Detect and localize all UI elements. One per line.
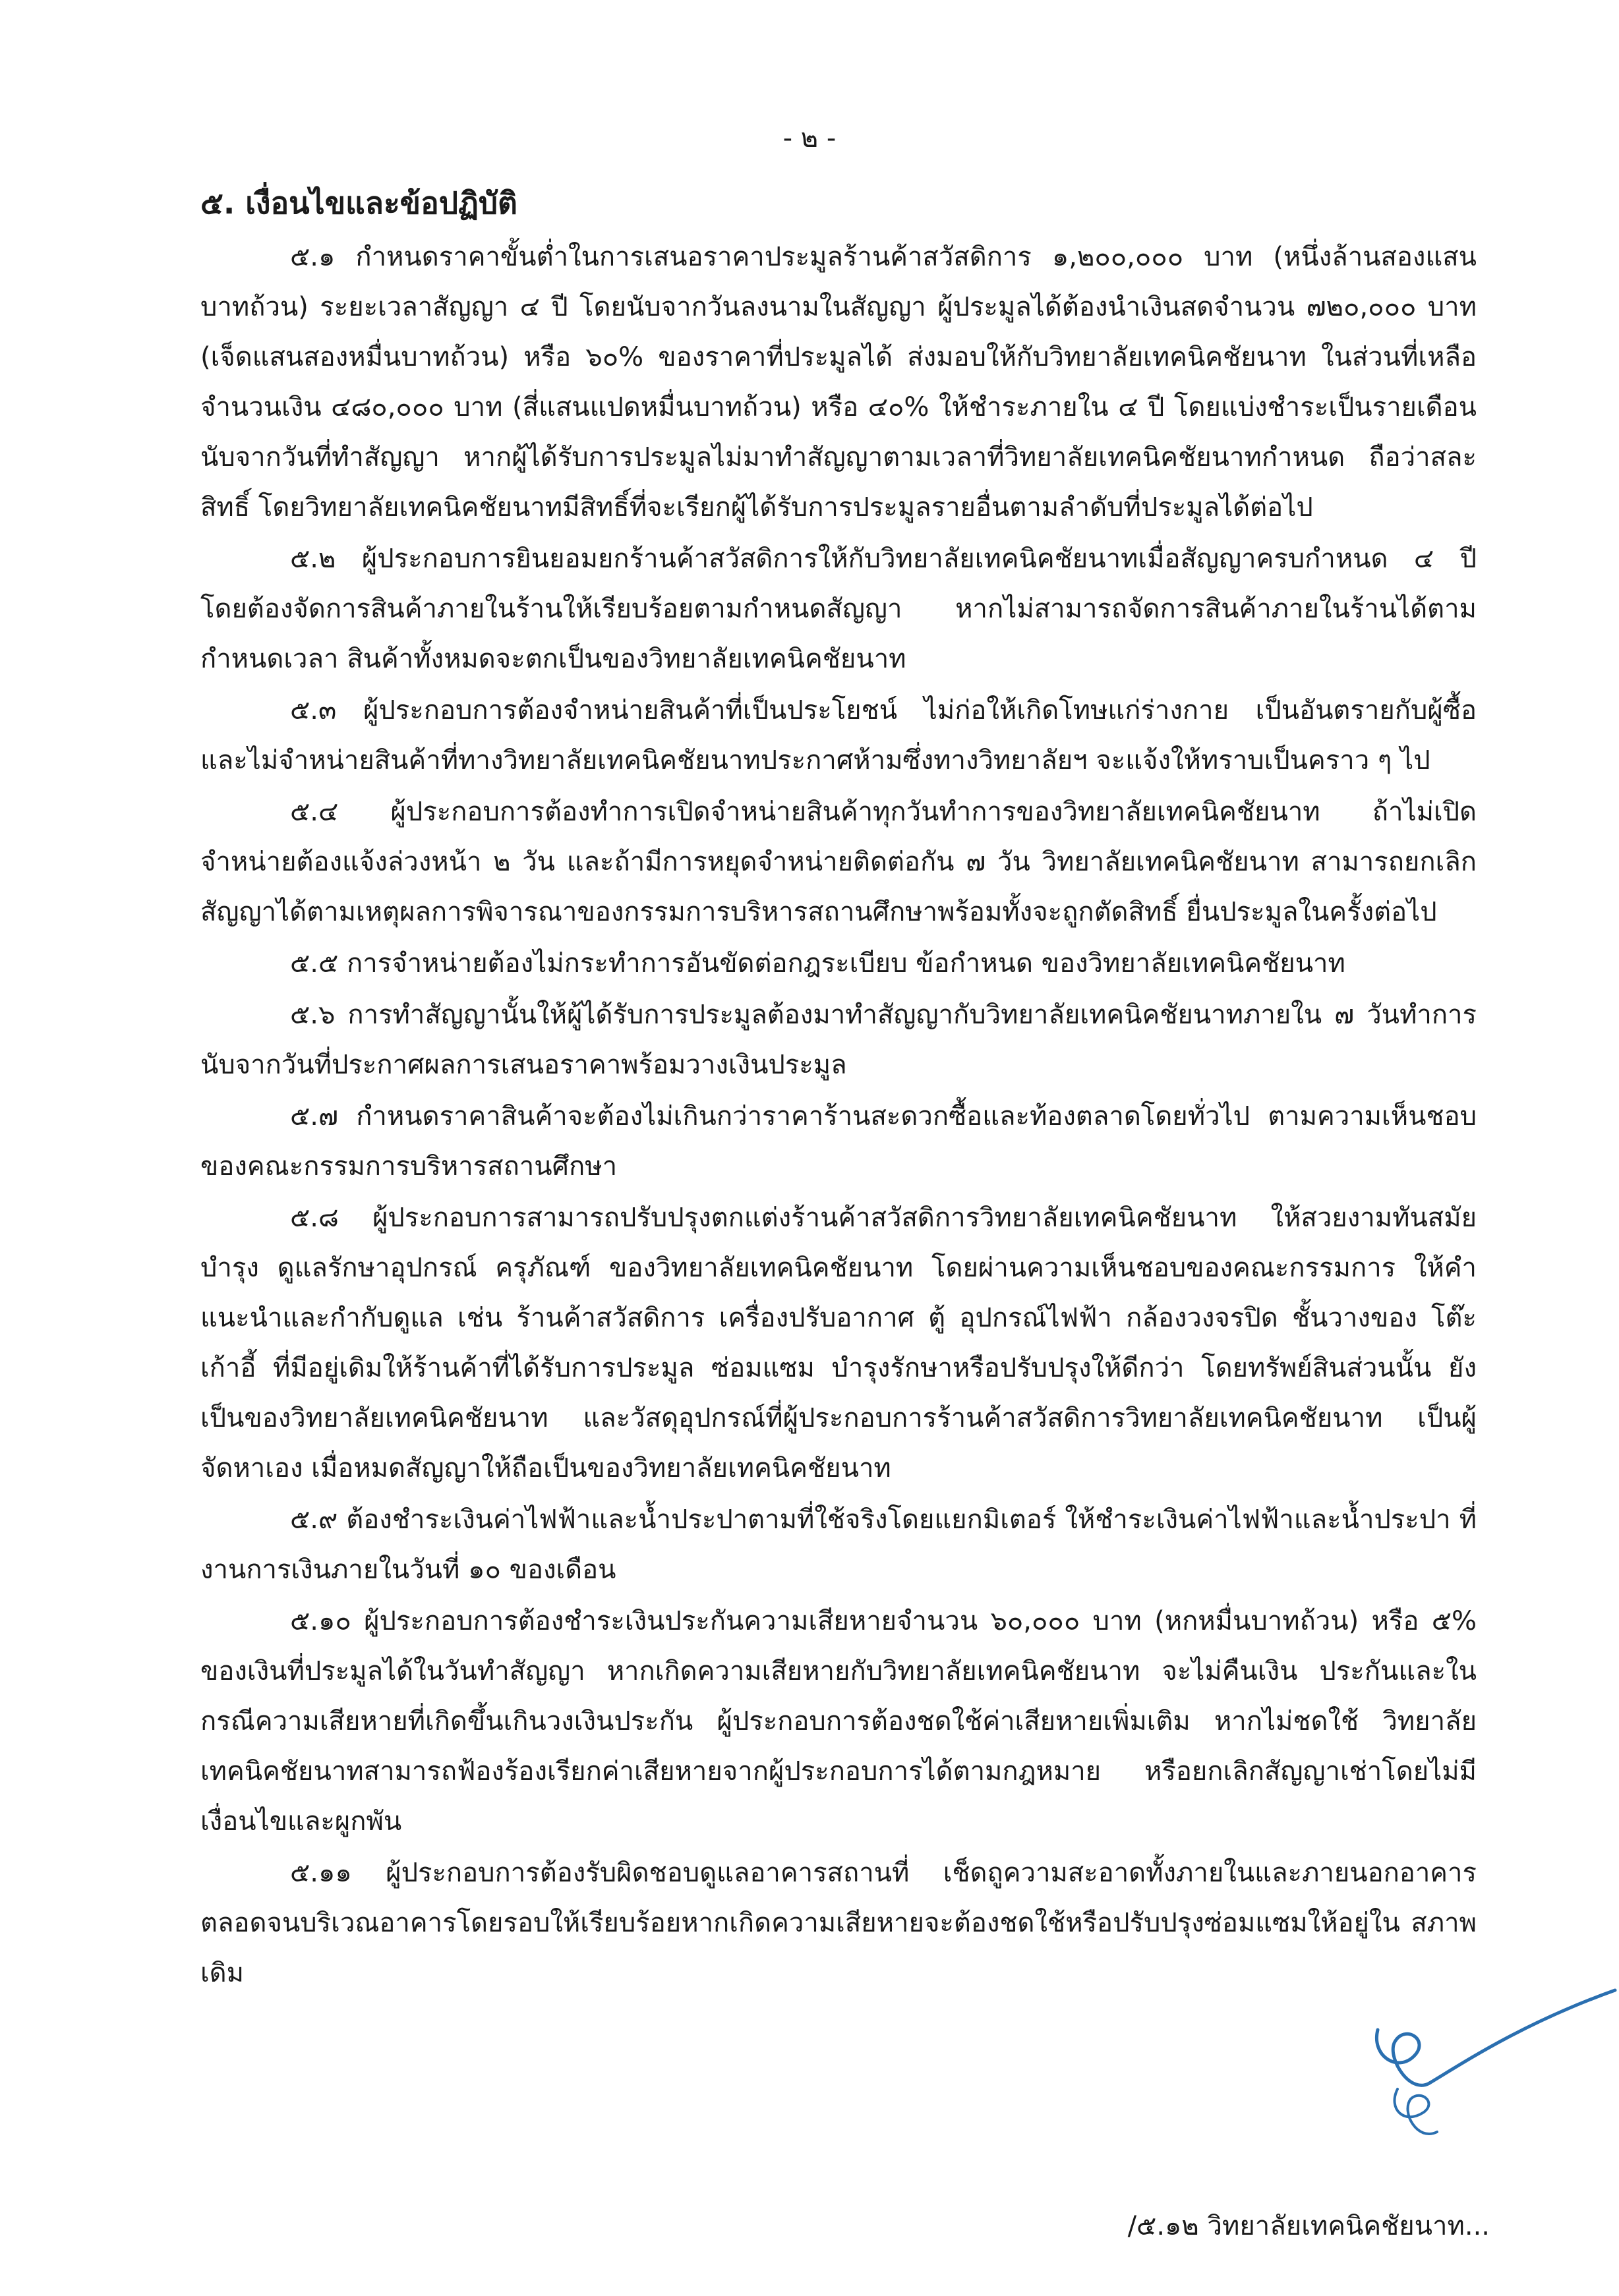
- clause-5-1: ๕.๑ กำหนดราคาขั้นต่ำในการเสนอราคาประมูลร้านค้าสวัสดิการ ๑,๒๐๐,๐๐๐ บาท (หนึ่งล้านสองแสนบาทถ้วน) ระยะเวลาสัญญา ๔ ปี โดยนับจากวันลงนามในสัญญา ผู้ประมูลได้ต้องนำเงินสดจำนวน ๗๒๐,๐๐๐ บาท (เจ็ดแสนสองหมื่นบาทถ้วน) หรือ ๖๐% ของราคาที่ประมูลได้ ส่งมอบให้กับวิทยาลัยเทคนิคชัยนาท ในส่วนที่เหลือจำนวนเงิน ๔๘๐,๐๐๐ บาท (สี่แสนแปดหมื่นบาทถ้วน) หรือ ๔๐% ให้ชำระภายใน ๔ ปี โดยแบ่งชำระเป็นรายเดือนนับจากวันที่ทำสัญญา หากผู้ได้รับการประมูลไม่มาทำสัญญาตามเวลาที่วิทยาลัยเทคนิคชัยนาทกำหนด ถือว่าสละสิทธิ์ โดยวิทยาลัยเทคนิคชัยนาทมีสิทธิ์ที่จะเรียกผู้ได้รับการประมูลรายอื่นตามลำดับที่ประมูลได้ต่อไป: [200, 242, 1477, 523]
- clause-5-3: ๕.๓ ผู้ประกอบการต้องจำหน่ายสินค้าที่เป็นประโยชน์ ไม่ก่อให้เกิดโทษแก่ร่างกาย เป็นอันตรายกับผู้ซื้อ และไม่จำหน่ายสินค้าที่ทางวิทยาลัยเทคนิคชัยนาทประกาศห้ามซึ่งทางวิทยาลัยฯ จะแจ้งให้ทราบเป็นคราว ๆ ไป: [200, 695, 1477, 776]
- signature-stroke-main: [1376, 1990, 1615, 2085]
- section-heading: ๕. เงื่อนไขและข้อปฏิบัติ: [200, 185, 517, 221]
- clause-5-8: ๕.๘ ผู้ประกอบการสามารถปรับปรุงตกแต่งร้านค้าสวัสดิการวิทยาลัยเทคนิคชัยนาท ให้สวยงามทันสมัย บำรุง ดูแลรักษาอุปกรณ์ ครุภัณฑ์ ของวิทยาลัยเทคนิคชัยนาท โดยผ่านความเห็นชอบของคณะกรรมการ ให้คำแนะนำและกำกับดูแล เช่น ร้านค้าสวัสดิการ เครื่องปรับอากาศ ตู้ อุปกรณ์ไฟฟ้า กล้องวงจรปิด ชั้นวางของ โต๊ะ เก้าอี้ ที่มีอยู่เดิมให้ร้านค้าที่ได้รับการประมูล ซ่อมแซม บำรุงรักษาหรือปรับปรุงให้ดีกว่า โดยทรัพย์สินส่วนนั้น ยังเป็นของวิทยาลัยเทคนิคชัยนาท และวัสดุอุปกรณ์ที่ผู้ประกอบการร้านค้าสวัสดิการวิทยาลัยเทคนิคชัยนาท เป็นผู้จัดหาเอง เมื่อหมดสัญญาให้ถือเป็นของวิทยาลัยเทคนิคชัยนาท: [200, 1203, 1477, 1483]
- clause-5-2: ๕.๒ ผู้ประกอบการยินยอมยกร้านค้าสวัสดิการให้กับวิทยาลัยเทคนิคชัยนาทเมื่อสัญญาครบกำหนด ๔ ปี โดยต้องจัดการสินค้าภายในร้านให้เรียบร้อยตามกำหนดสัญญา หากไม่สามารถจัดการสินค้าภายในร้านได้ตามกำหนดเวลา สินค้าทั้งหมดจะตกเป็นของวิทยาลัยเทคนิคชัยนาท: [200, 544, 1477, 674]
- clause-5-9: ๕.๙ ต้องชำระเงินค่าไฟฟ้าและน้ำประปาตามที่ใช้จริงโดยแยกมิเตอร์ ให้ชำระเงินค่าไฟฟ้าและน้ำประปา ที่งานการเงินภายในวันที่ ๑๐ ของเดือน: [200, 1505, 1477, 1585]
- clause-5-6: ๕.๖ การทำสัญญานั้นให้ผู้ได้รับการประมูลต้องมาทำสัญญากับวิทยาลัยเทคนิคชัยนาทภายใน ๗ วันทำการ นับจากวันที่ประกาศผลการเสนอราคาพร้อมวางเงินประมูล: [200, 1000, 1477, 1080]
- clause-5-11: ๕.๑๑ ผู้ประกอบการต้องรับผิดชอบดูแลอาคารสถานที่ เช็ดถูความสะอาดทั้งภายในและภายนอกอาคาร ตลอดจนบริเวณอาคารโดยรอบให้เรียบร้อยหากเกิดความเสียหายจะต้องชดใช้หรือปรับปรุงซ่อมแซมให้อยู่ใน สภาพเดิม: [200, 1858, 1477, 1988]
- continuation-reference: /๕.๑๒ วิทยาลัยเทคนิคชัยนาท...: [1127, 2211, 1490, 2241]
- clause-5-5: ๕.๕ การจำหน่ายต้องไม่กระทำการอันขัดต่อกฎระเบียบ ข้อกำหนด ของวิทยาลัยเทคนิคชัยนาท: [290, 948, 1345, 979]
- clause-5-10: ๕.๑๐ ผู้ประกอบการต้องชำระเงินประกันความเสียหายจำนวน ๖๐,๐๐๐ บาท (หกหมื่นบาทถ้วน) หรือ ๕% ของเงินที่ประมูลได้ในวันทำสัญญา หากเกิดความเสียหายกับวิทยาลัยเทคนิคชัยนาท จะไม่คืนเงิน ประกันและในกรณีความเสียหายที่เกิดขึ้นเกินวงเงินประกัน ผู้ประกอบการต้องชดใช้ค่าเสียหายเพิ่มเติม หากไม่ชดใช้ วิทยาลัยเทคนิคชัยนาทสามารถฟ้องร้องเรียกค่าเสียหายจากผู้ประกอบการได้ตามกฎหมาย หรือยกเลิกสัญญาเช่าโดยไม่มีเงื่อนไขและผูกพัน: [200, 1606, 1477, 1837]
- clause-5-4: ๕.๔ ผู้ประกอบการต้องทำการเปิดจำหน่ายสินค้าทุกวันทำการของวิทยาลัยเทคนิคชัยนาท ถ้าไม่เปิดจำหน่ายต้องแจ้งล่วงหน้า ๒ วัน และถ้ามีการหยุดจำหน่ายติดต่อกัน ๗ วัน วิทยาลัยเทคนิคชัยนาท สามารถยกเลิกสัญญาได้ตามเหตุผลการพิจารณาของกรรมการบริหารสถานศึกษาพร้อมทั้งจะถูกตัดสิทธิ์ ยื่นประมูลในครั้งต่อไป: [200, 797, 1477, 927]
- handwritten-signature: [1358, 1984, 1619, 2155]
- conditions-body: [200, 232, 1477, 1999]
- signature-stroke-loop: [1395, 2089, 1437, 2134]
- clause-5-7: ๕.๗ กำหนดราคาสินค้าจะต้องไม่เกินกว่าราคาร้านสะดวกซื้อและท้องตลาดโดยทั่วไป ตามความเห็นชอบของคณะกรรมการบริหารสถานศึกษา: [200, 1101, 1477, 1182]
- page-number: - ๒ -: [782, 123, 837, 154]
